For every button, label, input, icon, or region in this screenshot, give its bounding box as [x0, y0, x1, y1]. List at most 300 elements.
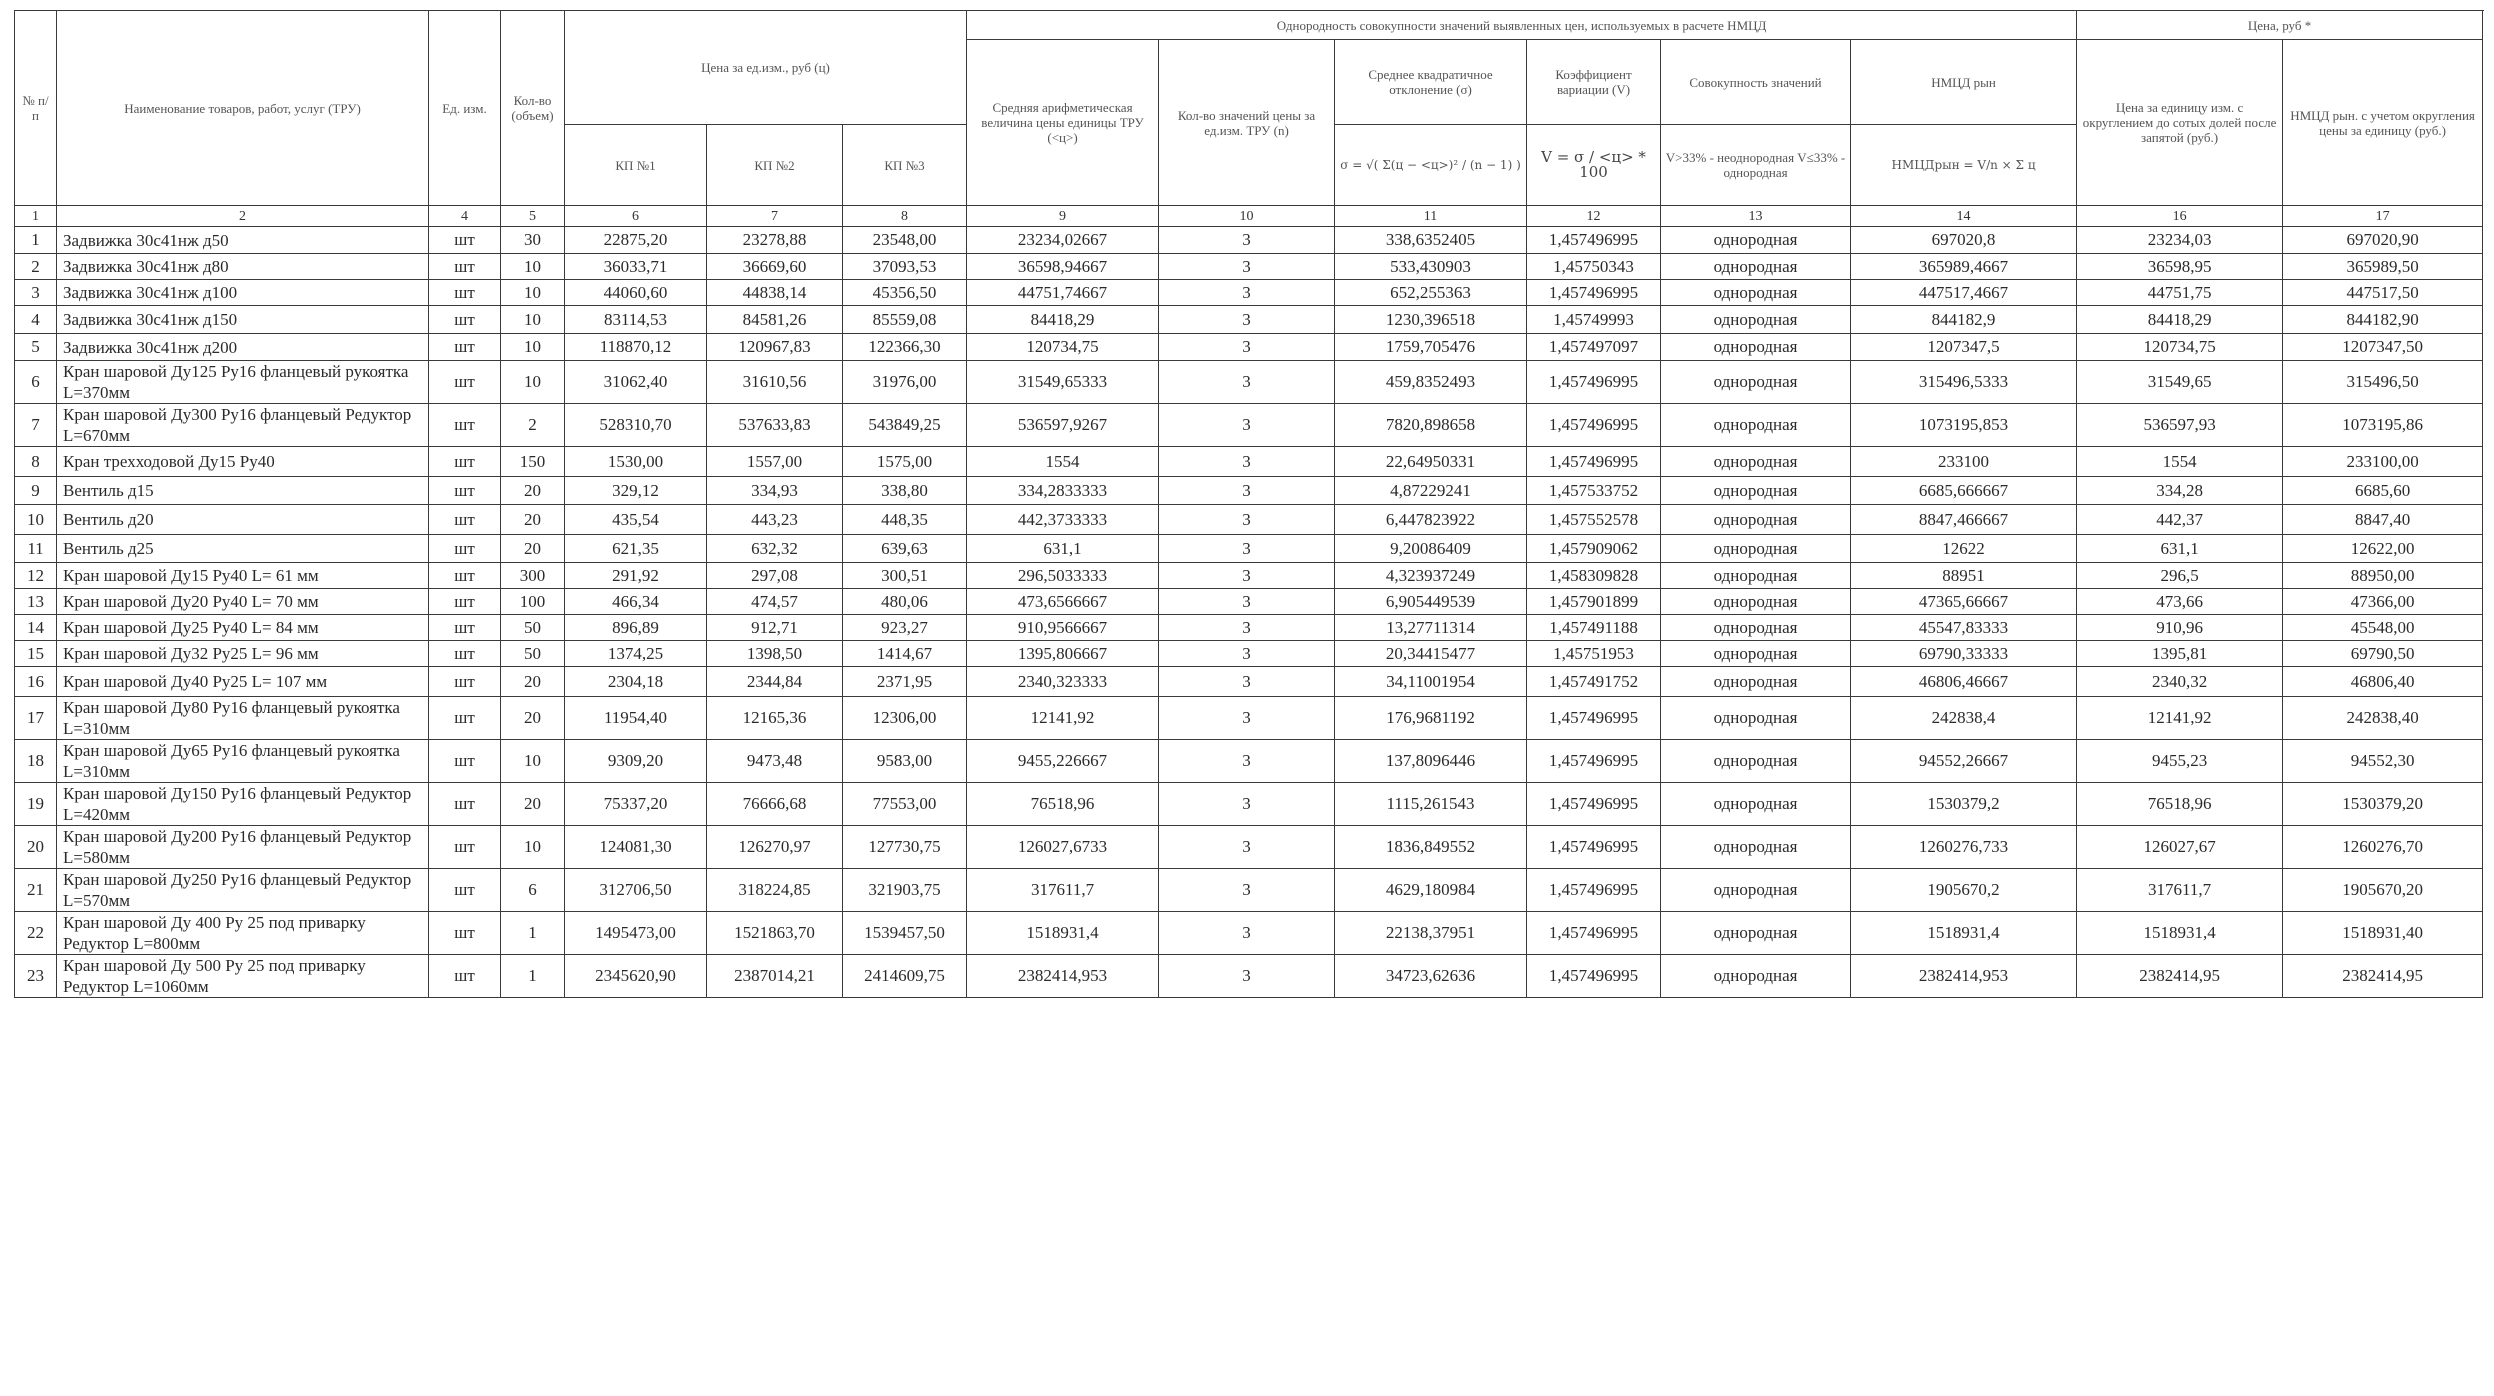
kp1-price: 621,35	[565, 535, 707, 563]
values-count: 3	[1159, 826, 1335, 869]
kp3-price: 45356,50	[843, 280, 967, 306]
kp1-price: 44060,60	[565, 280, 707, 306]
item-name: Кран шаровой Ду200 Ру16 фланцевый Редуктор L=580мм	[57, 826, 429, 869]
rounded-price: 910,96	[2077, 615, 2283, 641]
variation-value: 1,45749993	[1527, 306, 1661, 334]
row-number: 7	[15, 404, 57, 447]
nmcd-value: 45547,83333	[1851, 615, 2077, 641]
stddev-value: 34723,62636	[1335, 955, 1527, 998]
kp3-price: 77553,00	[843, 783, 967, 826]
population-status: однородная	[1661, 563, 1851, 589]
header-count: Кол-во значений цены за ед.изм. ТРУ (n)	[1159, 40, 1335, 206]
header-stddev: Среднее квадратичное отклонение (σ)	[1335, 40, 1527, 125]
row-number: 16	[15, 667, 57, 697]
nmcd-rounded-total: 844182,90	[2283, 306, 2483, 334]
mean-price: 1395,806667	[967, 641, 1159, 667]
kp1-price: 528310,70	[565, 404, 707, 447]
nmcd-value: 47365,66667	[1851, 589, 2077, 615]
population-status: однородная	[1661, 783, 1851, 826]
stddev-value: 1836,849552	[1335, 826, 1527, 869]
unit-cell: шт	[429, 477, 501, 505]
unit-cell: шт	[429, 826, 501, 869]
rounded-price: 536597,93	[2077, 404, 2283, 447]
header-mean: Средняя арифметическая величина цены единицы ТРУ (<ц>)	[967, 40, 1159, 206]
table-row	[15, 361, 2483, 404]
table-row	[15, 280, 2483, 306]
price-justification-sheet	[14, 10, 2482, 998]
item-name: Кран шаровой Ду40 Ру25 L= 107 мм	[57, 667, 429, 697]
rounded-price: 23234,03	[2077, 227, 2283, 254]
qty-cell: 10	[501, 361, 565, 404]
kp2-price: 126270,97	[707, 826, 843, 869]
unit-cell: шт	[429, 955, 501, 998]
population-status: однородная	[1661, 697, 1851, 740]
unit-cell: шт	[429, 404, 501, 447]
stddev-value: 137,8096446	[1335, 740, 1527, 783]
values-count: 3	[1159, 869, 1335, 912]
rounded-price: 631,1	[2077, 535, 2283, 563]
table-row	[15, 955, 2483, 998]
population-status: однородная	[1661, 535, 1851, 563]
variation-value: 1,457496995	[1527, 783, 1661, 826]
row-number: 20	[15, 826, 57, 869]
qty-cell: 300	[501, 563, 565, 589]
population-status: однородная	[1661, 254, 1851, 280]
stddev-value: 6,447823922	[1335, 505, 1527, 535]
item-name: Кран трехходовой Ду15 Ру40	[57, 447, 429, 477]
kp2-price: 31610,56	[707, 361, 843, 404]
population-status: однородная	[1661, 447, 1851, 477]
variation-value: 1,457496995	[1527, 447, 1661, 477]
variation-value: 1,457491188	[1527, 615, 1661, 641]
stddev-value: 4,87229241	[1335, 477, 1527, 505]
qty-cell: 6	[501, 869, 565, 912]
population-rule: V>33% - неоднородная V≤33% - однородная	[1661, 125, 1851, 206]
rounded-price: 2340,32	[2077, 667, 2283, 697]
unit-cell: шт	[429, 740, 501, 783]
kp1-price: 36033,71	[565, 254, 707, 280]
header-rounded-price: Цена за единицу изм. с округлением до сотых долей после запятой (руб.)	[2077, 40, 2283, 206]
nmcd-rounded-total: 88950,00	[2283, 563, 2483, 589]
population-status: однородная	[1661, 955, 1851, 998]
nmcd-rounded-total: 69790,50	[2283, 641, 2483, 667]
nmcd-rounded-total: 1905670,20	[2283, 869, 2483, 912]
mean-price: 9455,226667	[967, 740, 1159, 783]
item-name: Вентиль д15	[57, 477, 429, 505]
stddev-value: 6,905449539	[1335, 589, 1527, 615]
column-number: 2	[57, 206, 429, 227]
unit-cell: шт	[429, 505, 501, 535]
variation-value: 1,45751953	[1527, 641, 1661, 667]
unit-cell: шт	[429, 615, 501, 641]
kp2-price: 443,23	[707, 505, 843, 535]
column-number: 4	[429, 206, 501, 227]
variation-formula: V = σ / <ц> * 100	[1527, 125, 1661, 206]
mean-price: 317611,7	[967, 869, 1159, 912]
row-number: 13	[15, 589, 57, 615]
kp3-price: 12306,00	[843, 697, 967, 740]
kp1-price: 22875,20	[565, 227, 707, 254]
rounded-price: 1395,81	[2077, 641, 2283, 667]
table-row	[15, 404, 2483, 447]
nmcd-rounded-total: 94552,30	[2283, 740, 2483, 783]
table-body	[15, 227, 2483, 998]
column-number: 6	[565, 206, 707, 227]
nmcd-value: 6685,666667	[1851, 477, 2077, 505]
unit-cell: шт	[429, 697, 501, 740]
table-row	[15, 563, 2483, 589]
kp1-price: 2345620,90	[565, 955, 707, 998]
column-number: 13	[1661, 206, 1851, 227]
variation-value: 1,457496995	[1527, 361, 1661, 404]
rounded-price: 31549,65	[2077, 361, 2283, 404]
row-number: 5	[15, 334, 57, 361]
variation-value: 1,457496995	[1527, 740, 1661, 783]
table-row	[15, 477, 2483, 505]
kp3-price: 1414,67	[843, 641, 967, 667]
item-name: Кран шаровой Ду150 Ру16 фланцевый Редуктор L=420мм	[57, 783, 429, 826]
item-name: Кран шаровой Ду250 Ру16 фланцевый Редуктор L=570мм	[57, 869, 429, 912]
kp1-price: 312706,50	[565, 869, 707, 912]
kp1-price: 291,92	[565, 563, 707, 589]
values-count: 3	[1159, 667, 1335, 697]
values-count: 3	[1159, 955, 1335, 998]
stddev-value: 34,11001954	[1335, 667, 1527, 697]
kp2-price: 334,93	[707, 477, 843, 505]
header-kp2: КП №2	[707, 125, 843, 206]
qty-cell: 20	[501, 505, 565, 535]
row-number: 4	[15, 306, 57, 334]
unit-cell: шт	[429, 334, 501, 361]
unit-cell: шт	[429, 563, 501, 589]
kp1-price: 75337,20	[565, 783, 707, 826]
table-row	[15, 505, 2483, 535]
nmcd-value: 8847,466667	[1851, 505, 2077, 535]
variation-value: 1,457496995	[1527, 404, 1661, 447]
variation-value: 1,457496995	[1527, 912, 1661, 955]
variation-value: 1,457497097	[1527, 334, 1661, 361]
item-name: Задвижка 30с41нж д80	[57, 254, 429, 280]
rounded-price: 120734,75	[2077, 334, 2283, 361]
rounded-price: 442,37	[2077, 505, 2283, 535]
row-number: 22	[15, 912, 57, 955]
price-table	[14, 10, 2483, 998]
kp2-price: 23278,88	[707, 227, 843, 254]
row-number: 15	[15, 641, 57, 667]
unit-cell: шт	[429, 227, 501, 254]
nmcd-rounded-total: 1207347,50	[2283, 334, 2483, 361]
variation-value: 1,457496995	[1527, 280, 1661, 306]
population-status: однородная	[1661, 477, 1851, 505]
kp1-price: 896,89	[565, 615, 707, 641]
nmcd-value: 69790,33333	[1851, 641, 2077, 667]
row-number: 23	[15, 955, 57, 998]
qty-cell: 10	[501, 280, 565, 306]
mean-price: 1554	[967, 447, 1159, 477]
kp3-price: 31976,00	[843, 361, 967, 404]
rounded-price: 2382414,95	[2077, 955, 2283, 998]
stddev-value: 533,430903	[1335, 254, 1527, 280]
item-name: Кран шаровой Ду80 Ру16 фланцевый рукоятка L=310мм	[57, 697, 429, 740]
unit-cell: шт	[429, 589, 501, 615]
population-status: однородная	[1661, 615, 1851, 641]
variation-value: 1,457496995	[1527, 869, 1661, 912]
rounded-price: 44751,75	[2077, 280, 2283, 306]
column-number: 17	[2283, 206, 2483, 227]
values-count: 3	[1159, 404, 1335, 447]
item-name: Кран шаровой Ду25 Ру40 L= 84 мм	[57, 615, 429, 641]
nmcd-value: 94552,26667	[1851, 740, 2077, 783]
table-row	[15, 641, 2483, 667]
rounded-price: 126027,67	[2077, 826, 2283, 869]
unit-cell: шт	[429, 306, 501, 334]
values-count: 3	[1159, 447, 1335, 477]
kp1-price: 118870,12	[565, 334, 707, 361]
variation-value: 1,457901899	[1527, 589, 1661, 615]
item-name: Задвижка 30с41нж д100	[57, 280, 429, 306]
values-count: 3	[1159, 641, 1335, 667]
kp2-price: 632,32	[707, 535, 843, 563]
row-number: 19	[15, 783, 57, 826]
unit-cell: шт	[429, 535, 501, 563]
table-row	[15, 447, 2483, 477]
kp1-price: 1530,00	[565, 447, 707, 477]
column-number: 9	[967, 206, 1159, 227]
variation-value: 1,457496995	[1527, 955, 1661, 998]
header-unit-price-group: Цена за ед.изм., руб (ц)	[565, 11, 967, 125]
column-number: 1	[15, 206, 57, 227]
variation-value: 1,457496995	[1527, 227, 1661, 254]
unit-cell: шт	[429, 254, 501, 280]
population-status: однородная	[1661, 334, 1851, 361]
nmcd-value: 447517,4667	[1851, 280, 2077, 306]
qty-cell: 1	[501, 955, 565, 998]
qty-cell: 10	[501, 306, 565, 334]
mean-price: 536597,9267	[967, 404, 1159, 447]
kp3-price: 923,27	[843, 615, 967, 641]
nmcd-rounded-total: 46806,40	[2283, 667, 2483, 697]
kp1-price: 83114,53	[565, 306, 707, 334]
values-count: 3	[1159, 740, 1335, 783]
nmcd-rounded-total: 6685,60	[2283, 477, 2483, 505]
mean-price: 296,5033333	[967, 563, 1159, 589]
kp3-price: 37093,53	[843, 254, 967, 280]
kp3-price: 1575,00	[843, 447, 967, 477]
values-count: 3	[1159, 615, 1335, 641]
item-name: Задвижка 30с41нж д200	[57, 334, 429, 361]
table-row	[15, 535, 2483, 563]
nmcd-rounded-total: 1073195,86	[2283, 404, 2483, 447]
nmcd-rounded-total: 1260276,70	[2283, 826, 2483, 869]
kp2-price: 12165,36	[707, 697, 843, 740]
table-row	[15, 227, 2483, 254]
nmcd-value: 88951	[1851, 563, 2077, 589]
row-number: 12	[15, 563, 57, 589]
stddev-value: 1115,261543	[1335, 783, 1527, 826]
nmcd-value: 233100	[1851, 447, 2077, 477]
table-row	[15, 254, 2483, 280]
kp1-price: 31062,40	[565, 361, 707, 404]
column-number: 5	[501, 206, 565, 227]
nmcd-value: 1260276,733	[1851, 826, 2077, 869]
item-name: Кран шаровой Ду 500 Ру 25 под приварку Редуктор L=1060мм	[57, 955, 429, 998]
mean-price: 76518,96	[967, 783, 1159, 826]
nmcd-rounded-total: 1530379,20	[2283, 783, 2483, 826]
population-status: однородная	[1661, 740, 1851, 783]
kp1-price: 9309,20	[565, 740, 707, 783]
row-number: 10	[15, 505, 57, 535]
table-row	[15, 589, 2483, 615]
population-status: однородная	[1661, 361, 1851, 404]
column-number: 12	[1527, 206, 1661, 227]
column-number: 8	[843, 206, 967, 227]
nmcd-rounded-total: 697020,90	[2283, 227, 2483, 254]
stddev-value: 20,34415477	[1335, 641, 1527, 667]
nmcd-value: 1207347,5	[1851, 334, 2077, 361]
table-row	[15, 826, 2483, 869]
unit-cell: шт	[429, 869, 501, 912]
kp2-price: 1398,50	[707, 641, 843, 667]
kp1-price: 2304,18	[565, 667, 707, 697]
mean-price: 473,6566667	[967, 589, 1159, 615]
stddev-value: 338,6352405	[1335, 227, 1527, 254]
nmcd-rounded-total: 447517,50	[2283, 280, 2483, 306]
unit-cell: шт	[429, 447, 501, 477]
qty-cell: 30	[501, 227, 565, 254]
kp3-price: 2371,95	[843, 667, 967, 697]
item-name: Задвижка 30с41нж д150	[57, 306, 429, 334]
values-count: 3	[1159, 697, 1335, 740]
column-number: 14	[1851, 206, 2077, 227]
rounded-price: 473,66	[2077, 589, 2283, 615]
item-name: Кран шаровой Ду125 Ру16 фланцевый рукоятка L=370мм	[57, 361, 429, 404]
kp3-price: 23548,00	[843, 227, 967, 254]
variation-value: 1,45750343	[1527, 254, 1661, 280]
qty-cell: 10	[501, 740, 565, 783]
qty-cell: 10	[501, 826, 565, 869]
nmcd-value: 1073195,853	[1851, 404, 2077, 447]
row-number: 3	[15, 280, 57, 306]
values-count: 3	[1159, 306, 1335, 334]
kp2-price: 318224,85	[707, 869, 843, 912]
population-status: однородная	[1661, 667, 1851, 697]
unit-cell: шт	[429, 783, 501, 826]
column-number-row	[15, 206, 2483, 227]
stddev-value: 22138,37951	[1335, 912, 1527, 955]
mean-price: 44751,74667	[967, 280, 1159, 306]
nmcd-rounded-total: 1518931,40	[2283, 912, 2483, 955]
rounded-price: 1518931,4	[2077, 912, 2283, 955]
unit-cell: шт	[429, 641, 501, 667]
kp1-price: 11954,40	[565, 697, 707, 740]
variation-value: 1,457496995	[1527, 826, 1661, 869]
rounded-price: 296,5	[2077, 563, 2283, 589]
unit-cell: шт	[429, 912, 501, 955]
kp3-price: 9583,00	[843, 740, 967, 783]
qty-cell: 50	[501, 615, 565, 641]
item-name: Кран шаровой Ду 400 Ру 25 под приварку Редуктор L=800мм	[57, 912, 429, 955]
stddev-value: 7820,898658	[1335, 404, 1527, 447]
variation-value: 1,457496995	[1527, 697, 1661, 740]
mean-price: 12141,92	[967, 697, 1159, 740]
population-status: однородная	[1661, 912, 1851, 955]
kp2-price: 84581,26	[707, 306, 843, 334]
nmcd-formula: НМЦДрын = V/n × Σ ц	[1851, 125, 2077, 206]
table-row	[15, 334, 2483, 361]
mean-price: 1518931,4	[967, 912, 1159, 955]
stddev-value: 4629,180984	[1335, 869, 1527, 912]
kp3-price: 321903,75	[843, 869, 967, 912]
rounded-price: 36598,95	[2077, 254, 2283, 280]
kp3-price: 639,63	[843, 535, 967, 563]
mean-price: 120734,75	[967, 334, 1159, 361]
values-count: 3	[1159, 589, 1335, 615]
values-count: 3	[1159, 912, 1335, 955]
rounded-price: 12141,92	[2077, 697, 2283, 740]
variation-value: 1,458309828	[1527, 563, 1661, 589]
qty-cell: 2	[501, 404, 565, 447]
mean-price: 31549,65333	[967, 361, 1159, 404]
item-name: Кран шаровой Ду20 Ру40 L= 70 мм	[57, 589, 429, 615]
kp1-price: 329,12	[565, 477, 707, 505]
values-count: 3	[1159, 563, 1335, 589]
header-population: Совокупность значений	[1661, 40, 1851, 125]
row-number: 9	[15, 477, 57, 505]
unit-cell: шт	[429, 280, 501, 306]
qty-cell: 20	[501, 783, 565, 826]
nmcd-rounded-total: 12622,00	[2283, 535, 2483, 563]
table-row	[15, 740, 2483, 783]
qty-cell: 20	[501, 535, 565, 563]
row-number: 18	[15, 740, 57, 783]
header-nmcd-rounded: НМЦД рын. с учетом округления цены за единицу (руб.)	[2283, 40, 2483, 206]
kp3-price: 2414609,75	[843, 955, 967, 998]
kp2-price: 912,71	[707, 615, 843, 641]
population-status: однородная	[1661, 869, 1851, 912]
kp2-price: 297,08	[707, 563, 843, 589]
table-row	[15, 615, 2483, 641]
stddev-value: 22,64950331	[1335, 447, 1527, 477]
kp2-price: 1557,00	[707, 447, 843, 477]
population-status: однородная	[1661, 227, 1851, 254]
kp1-price: 435,54	[565, 505, 707, 535]
mean-price: 631,1	[967, 535, 1159, 563]
population-status: однородная	[1661, 505, 1851, 535]
kp3-price: 543849,25	[843, 404, 967, 447]
item-name: Кран шаровой Ду32 Ру25 L= 96 мм	[57, 641, 429, 667]
row-number: 11	[15, 535, 57, 563]
kp3-price: 1539457,50	[843, 912, 967, 955]
row-number: 2	[15, 254, 57, 280]
header-variation: Коэффициент вариации (V)	[1527, 40, 1661, 125]
mean-price: 2382414,953	[967, 955, 1159, 998]
kp2-price: 9473,48	[707, 740, 843, 783]
nmcd-value: 315496,5333	[1851, 361, 2077, 404]
header-name: Наименование товаров, работ, услуг (ТРУ)	[57, 11, 429, 206]
stddev-value: 176,9681192	[1335, 697, 1527, 740]
values-count: 3	[1159, 227, 1335, 254]
values-count: 3	[1159, 505, 1335, 535]
qty-cell: 150	[501, 447, 565, 477]
stddev-value: 652,255363	[1335, 280, 1527, 306]
rounded-price: 334,28	[2077, 477, 2283, 505]
kp2-price: 36669,60	[707, 254, 843, 280]
nmcd-value: 242838,4	[1851, 697, 2077, 740]
table-row	[15, 869, 2483, 912]
kp2-price: 474,57	[707, 589, 843, 615]
nmcd-value: 46806,46667	[1851, 667, 2077, 697]
unit-cell: шт	[429, 667, 501, 697]
